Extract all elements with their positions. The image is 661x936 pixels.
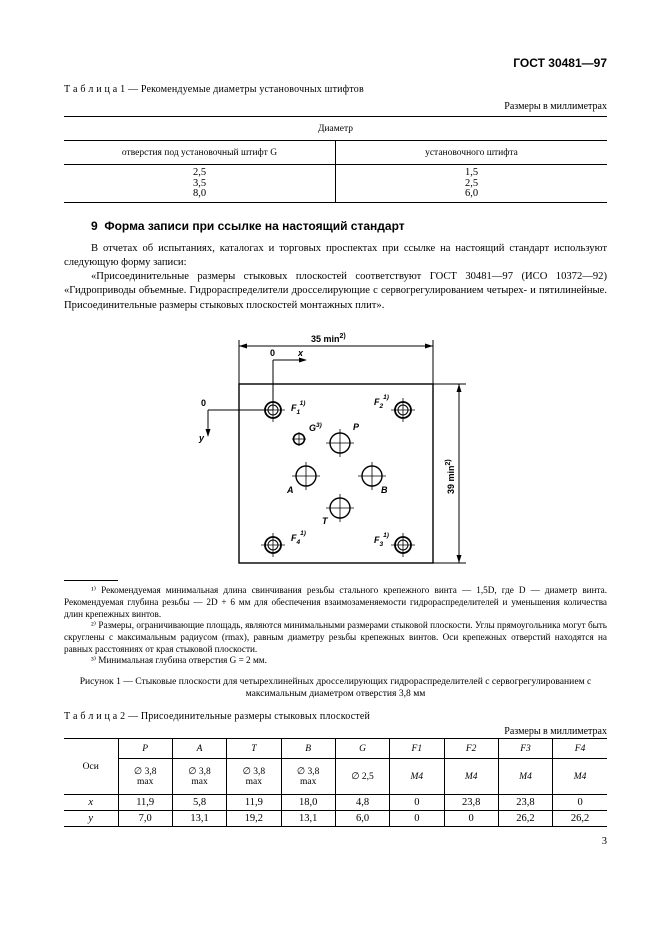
figure-caption: Рисунок 1 — Стыковые плоскости для четырехлинейных дросселирующих гидрораспределителей с сервогрегулированием с максимальным диаметром отверстия 3,8 мм (79, 676, 592, 699)
footnote-separator (64, 580, 118, 581)
arrowhead-icon (239, 344, 247, 349)
table2-cell: 6,0 (335, 811, 389, 827)
label-F2: $F_2^{1)}$ (374, 394, 389, 410)
table2-cell: 23,8 (498, 795, 552, 811)
table2-cell: 11,9 (227, 795, 281, 811)
footnote-1: ¹⁾ Рекомендуемая минимальная длина свинчивания резьбы стального крепежного винта — 1,5D, где D — диаметр винта. Рекомендуемая глубина резьбы — 2D + 6 мм для обеспечения взаимозаменяемости гидрораспределителей и уменьшения количества длин крепежных винтов. (64, 585, 607, 619)
axis-y-label: y (199, 433, 205, 443)
table1-col1-header: отверстия под установочный штифт G (64, 141, 336, 165)
table2-cell: 23,8 (444, 795, 498, 811)
origin-x-label: 0 (270, 348, 276, 358)
table2-cell: 4,8 (335, 795, 389, 811)
table2-cell: 7,0 (118, 811, 172, 827)
origin-y-label: 0 (201, 398, 207, 408)
table2-col-header: F1 (390, 739, 444, 759)
table1-col1-values: 2,5 3,5 8,0 (64, 165, 336, 203)
table1-caption: Т а б л и ц а 1 — Рекомендуемые диаметры установочных штифтов (64, 84, 364, 95)
table2-spec: ∅ 3,8 max (281, 759, 335, 795)
label-F3: $F_3^{1)}$ (374, 532, 389, 548)
table2-cell: 0 (553, 795, 607, 811)
table1 (64, 116, 607, 203)
arrowhead-icon (206, 429, 211, 437)
table2-axes-header: Оси (64, 739, 118, 795)
table2-spec: ∅ 3,8 max (118, 759, 172, 795)
hole-T (326, 494, 354, 522)
hole-F1 (261, 398, 285, 422)
arrowhead-icon (425, 344, 433, 349)
page-number: 3 (601, 836, 607, 847)
table1-units: Размеры в миллиметрах (504, 101, 607, 112)
hole-F3 (391, 533, 415, 557)
section-para1: В отчетах об испытаниях, каталогах и торговых проспектах при ссылке на настоящий стандарт используют следующую форму записи: (64, 243, 607, 269)
dim-width-label: 35 $\min^{2)}$ (311, 333, 346, 344)
table2-cell: 26,2 (498, 811, 552, 827)
figure-mounting-surface (190, 328, 480, 573)
table2-axis-label: x (64, 795, 118, 811)
table2 (64, 738, 607, 827)
section-para2: «Присоединительные размеры стыковых плоскостей соответствуют ГОСТ 30481—97 (ИСО 10372—92) «Гидроприводы объемные. Гидрораспределители дросселирующие с сервогрегулированием четырех- и пятилинейные. Присоединительные размеры стыковых плоскостей монтажных плит». (64, 271, 607, 311)
table2-spec: M4 (498, 759, 552, 795)
table2-spec: ∅ 3,8 max (227, 759, 281, 795)
table2-col-header: F2 (444, 739, 498, 759)
table2-cell: 0 (390, 811, 444, 827)
table2-spec: M4 (553, 759, 607, 795)
hole-P (326, 429, 354, 457)
table-row (64, 795, 607, 811)
table2-cell: 18,0 (281, 795, 335, 811)
table2-spec: M4 (390, 759, 444, 795)
table2-col-header: T (227, 739, 281, 759)
label-F1: $F_1^{1)}$ (291, 400, 306, 416)
table2-col-header: A (172, 739, 226, 759)
table2-col-header: P (118, 739, 172, 759)
table1-col2-values: 1,5 2,5 6,0 (336, 165, 608, 203)
axis-x-label: x (298, 348, 304, 358)
table2-cell: 0 (390, 795, 444, 811)
section-title-text: Форма записи при ссылке на настоящий стандарт (104, 219, 405, 233)
table2-cell: 0 (444, 811, 498, 827)
table2-units: Размеры в миллиметрах (504, 726, 607, 737)
table1-col2-header: установочного штифта (336, 141, 608, 165)
label-P: P (353, 422, 360, 432)
hole-F4 (261, 533, 285, 557)
table2-cell: 11,9 (118, 795, 172, 811)
table2-col-header: F4 (553, 739, 607, 759)
table2-spec: ∅ 3,8 max (172, 759, 226, 795)
section-number: 9 (91, 219, 98, 233)
table2-cell: 19,2 (227, 811, 281, 827)
table2-col-header: F3 (498, 739, 552, 759)
hole-G (292, 432, 306, 446)
table2-cell: 13,1 (172, 811, 226, 827)
footnote-3: ³⁾ Минимальная глубина отверстия G = 2 мм. (91, 655, 267, 665)
dim-height-label: 39 $\min^{2)}$ (445, 459, 456, 494)
label-T: T (322, 516, 328, 526)
section-title (91, 219, 405, 233)
table2-spec: ∅ 2,5 (335, 759, 389, 795)
table2-col-header: B (281, 739, 335, 759)
hole-A (292, 462, 320, 490)
label-A: A (287, 485, 294, 495)
label-F4: $F_4^{1)}$ (291, 530, 306, 546)
table1-bottom-rule (64, 202, 607, 203)
table1-group-header: Диаметр (64, 117, 607, 141)
table2-axis-label: y (64, 811, 118, 827)
arrowhead-icon (457, 384, 462, 392)
table-row (64, 811, 607, 827)
table2-cell: 13,1 (281, 811, 335, 827)
hole-F2 (391, 398, 415, 422)
label-G: $G^{3)}$ (309, 422, 322, 433)
table2-cell: 5,8 (172, 795, 226, 811)
table2-cell: 26,2 (553, 811, 607, 827)
table2-caption: Т а б л и ц а 2 — Присоединительные размеры стыковых плоскостей (64, 711, 371, 722)
label-B: B (381, 485, 388, 495)
footnote-2: ²⁾ Размеры, ограничивающие площадь, являются минимальными размерами стыковой плоскости. Углы прямоугольника могут быть скруглены с максимальным радиусом (rmax), равным диаметру резьбы крепежных винтов. Оси крепежных отверстий находятся на равных расстояниях от края стыковой плоскости. (64, 620, 607, 654)
arrowhead-icon (457, 555, 462, 563)
arrowhead-icon (299, 358, 307, 363)
table2-spec: M4 (444, 759, 498, 795)
document-header: ГОСТ 30481—97 (513, 56, 607, 70)
table2-col-header: G (335, 739, 389, 759)
